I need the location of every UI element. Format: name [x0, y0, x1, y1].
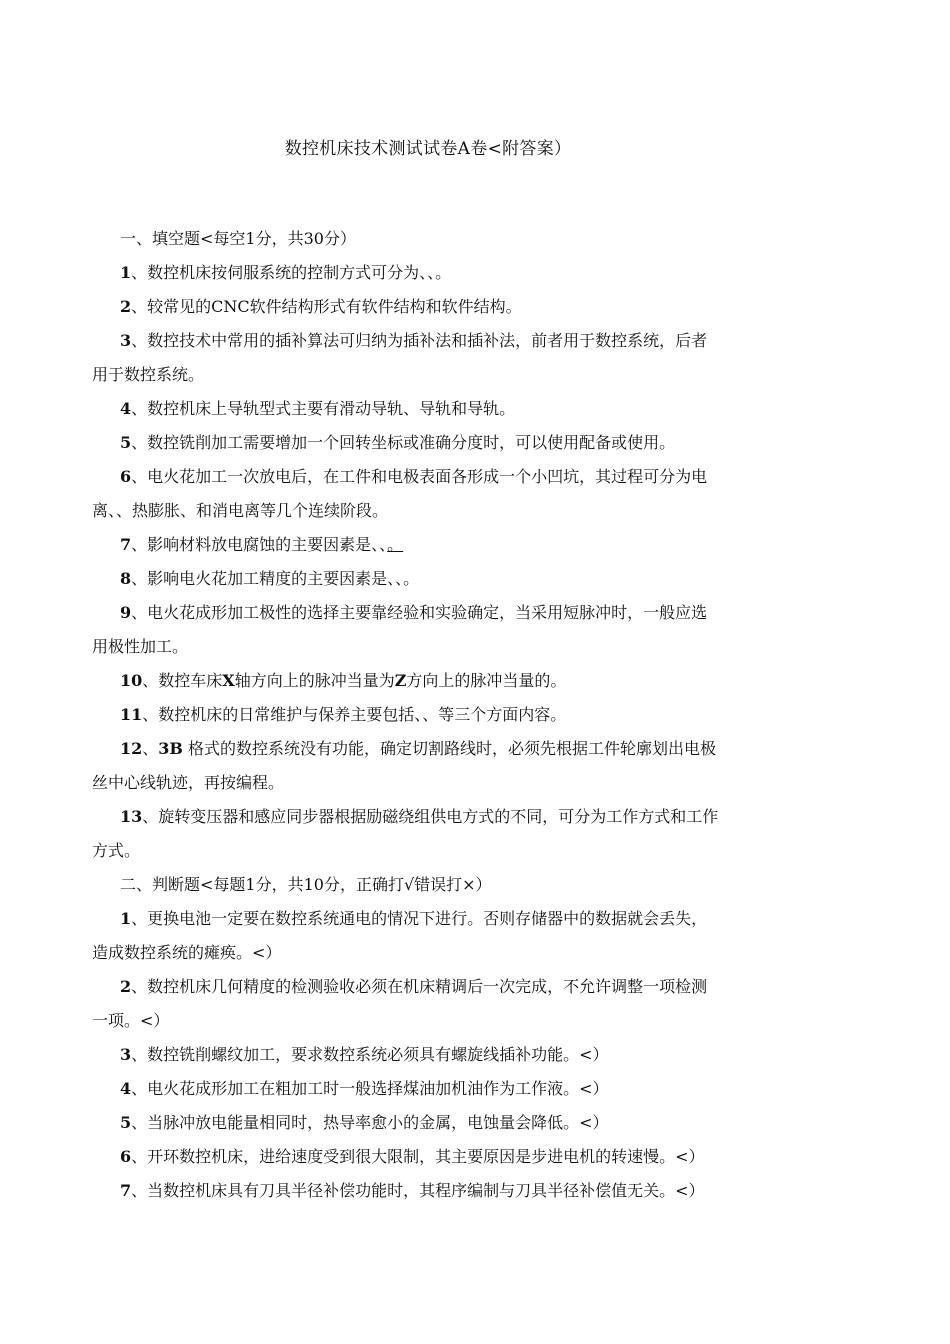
- question-text: 、数控机床几何精度的检测验收必须在机床精调后一次完成，不允许调整一项检测: [131, 977, 708, 996]
- question-text: 方向上的脉冲当量的。: [406, 671, 567, 690]
- question-2: [92, 290, 782, 324]
- question-number: 6: [120, 1147, 132, 1166]
- question-12-continued: 丝中心线轨迹，再按编程。: [92, 773, 285, 792]
- section-judge-header: 二、判断题<每题1分，共10分，正确打√错误打×）: [120, 875, 492, 894]
- judge-3: [92, 1038, 782, 1072]
- question-number: 2: [120, 977, 132, 996]
- question-number: 10: [120, 671, 143, 690]
- question-number: 7: [120, 1181, 132, 1200]
- question-9-continued: 用极性加工。: [92, 637, 189, 656]
- judge-2: [92, 970, 782, 1004]
- question-8: [92, 562, 782, 596]
- question-number: 3: [120, 1045, 132, 1064]
- section-fill-header: 一、填空题<每空1分，共30分）: [120, 229, 356, 248]
- question-text: 、更换电池一定要在数控系统通电的情况下进行。否则存储器中的数据就会丢失，: [131, 909, 708, 928]
- question-11: [92, 698, 782, 732]
- question-6-continued: 离、、热膨胀、和消电离等几个连续阶段。: [92, 501, 389, 520]
- question-text: 、当脉冲放电能量相同时，热导率愈小的金属，电蚀量会降低。<）: [131, 1113, 609, 1132]
- question-text: 、电火花加工一次放电后，在工件和电极表面各形成一个小凹坑，其过程可分为电: [131, 467, 708, 486]
- question-number: 2: [120, 297, 132, 316]
- question-text: 、数控铣削加工需要增加一个回转坐标或准确分度时，可以使用配备或使用。: [131, 433, 676, 452]
- question-3-continued: 用于数控系统。: [92, 365, 205, 384]
- judge-7: [92, 1174, 782, 1208]
- question-text: 、当数控机床具有刀具半径补偿功能时，其程序编制与刀具半径补偿值无关。<）: [131, 1181, 705, 1200]
- question-5: [92, 426, 782, 460]
- question-number: 7: [120, 535, 132, 554]
- question-text: 、数控铣削螺纹加工，要求数控系统必须具有螺旋线插补功能。<）: [131, 1045, 609, 1064]
- question-13: [92, 800, 782, 834]
- question-text: 、数控技术中常用的插补算法可归纳为插补法和插补法，前者用于数控系统，后者: [131, 331, 708, 350]
- question-text: 、影响材料放电腐蚀的主要因素是、、: [131, 535, 388, 554]
- question-12: [92, 732, 782, 766]
- question-number: 4: [120, 1079, 132, 1098]
- question-text: 、旋转变压器和感应同步器根据励磁绕组供电方式的不同，可分为工作方式和工作: [142, 807, 719, 826]
- question-4: [92, 392, 782, 426]
- judge-5: [92, 1106, 782, 1140]
- judge-6: [92, 1140, 782, 1174]
- question-number: 9: [120, 603, 132, 622]
- question-number: 5: [120, 1113, 132, 1132]
- question-10: [92, 664, 782, 698]
- question-3: [92, 324, 782, 358]
- question-text-tail: 。: [387, 535, 404, 554]
- question-text: 、数控机床按伺服系统的控制方式可分为、、。: [131, 263, 452, 282]
- question-text: 、数控机床上导轨型式主要有滑动导轨、导轨和导轨。: [131, 399, 516, 418]
- question-number: 11: [120, 705, 143, 724]
- question-13-continued: 方式。: [92, 841, 141, 860]
- question-number: 5: [120, 433, 132, 452]
- question-separator: 、: [142, 739, 159, 758]
- document-body: [92, 222, 782, 1208]
- question-text: 轴方向上的脉冲当量为: [234, 671, 395, 690]
- question-text: 、数控车床: [142, 671, 223, 690]
- question-1: [92, 256, 782, 290]
- judge-1: [92, 902, 782, 936]
- format-code: 3B: [158, 739, 183, 758]
- question-number: 8: [120, 569, 132, 588]
- question-text: 格式的数控系统没有功能，确定切割路线时，必须先根据工件轮廓划出电极: [188, 739, 717, 758]
- question-number: 13: [120, 807, 143, 826]
- question-7: [92, 528, 782, 562]
- question-number: 4: [120, 399, 132, 418]
- question-text: 、开环数控机床，进给速度受到很大限制，其主要原因是步进电机的转速慢。<）: [131, 1147, 705, 1166]
- question-number: 12: [120, 739, 143, 758]
- question-text: 、电火花成形加工在粗加工时一般选择煤油加机油作为工作液。<）: [131, 1079, 609, 1098]
- axis-x-label: X: [222, 671, 235, 690]
- page-title: 数控机床技术测试试卷A卷<附答案）: [284, 139, 572, 159]
- question-text: 、电火花成形加工极性的选择主要靠经验和实验确定，当采用短脉冲时，一般应选: [131, 603, 708, 622]
- question-text: 、数控机床的日常维护与保养主要包括、、等三个方面内容。: [142, 705, 567, 724]
- question-number: 1: [120, 263, 132, 282]
- question-text: 、较常见的CNC软件结构形式有软件结构和软件结构。: [131, 297, 522, 316]
- judge-2-continued: 一项。<）: [92, 1011, 170, 1030]
- judge-4: [92, 1072, 782, 1106]
- question-6: [92, 460, 782, 494]
- question-text: 、影响电火花加工精度的主要因素是、、。: [131, 569, 420, 588]
- question-number: 6: [120, 467, 132, 486]
- judge-1-continued: 造成数控系统的瘫痪。<）: [92, 943, 282, 962]
- question-number: 1: [120, 909, 132, 928]
- axis-z-label: Z: [394, 671, 407, 690]
- question-number: 3: [120, 331, 132, 350]
- question-9: [92, 596, 782, 630]
